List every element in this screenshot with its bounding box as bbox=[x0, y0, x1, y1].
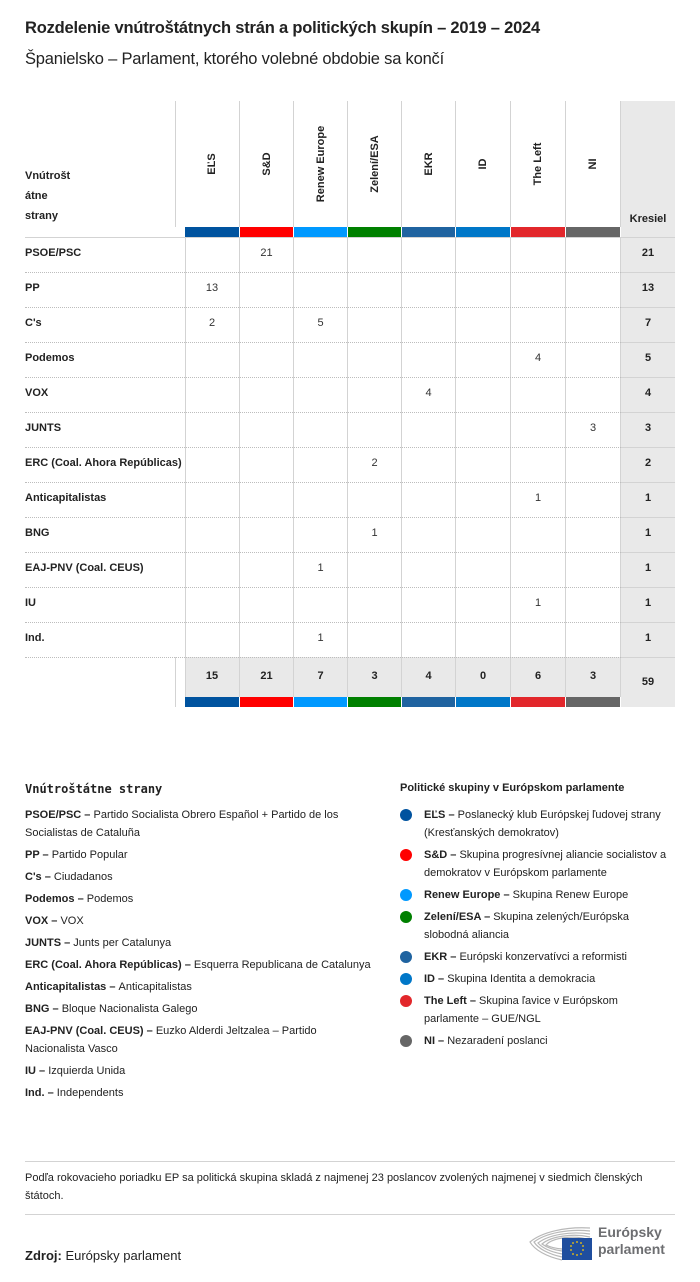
legend-abbr: Zelení/ESA bbox=[424, 911, 482, 923]
column-divider bbox=[455, 237, 456, 697]
group-color-bar bbox=[348, 227, 401, 237]
legend-abbr: VOX bbox=[25, 915, 49, 927]
group-color-bar bbox=[566, 227, 620, 237]
legend-item: Zelení/ESA – Skupina zelených/Európska slobodná aliancia bbox=[400, 908, 675, 944]
row-divider bbox=[621, 622, 675, 623]
legend-item: C's – Ciudadanos bbox=[25, 871, 113, 883]
legend-item: Renew Europe – Skupina Renew Europe bbox=[400, 886, 675, 904]
row-divider bbox=[621, 587, 675, 588]
group-color-bar bbox=[294, 227, 347, 237]
party-name: BNG bbox=[25, 527, 50, 539]
grand-total-cell: 59 bbox=[641, 676, 655, 688]
column-divider bbox=[565, 237, 566, 697]
column-divider bbox=[293, 237, 294, 697]
row-total-cell: 1 bbox=[644, 527, 652, 539]
column-total-cell: 21 bbox=[260, 670, 273, 682]
legend-abbr: S&D bbox=[424, 849, 448, 861]
row-divider bbox=[25, 412, 621, 413]
legend-item: VOX – VOX bbox=[25, 915, 84, 927]
row-divider bbox=[25, 482, 621, 483]
seat-count-cell: 3 bbox=[589, 422, 597, 434]
legend-name: Nezaradení poslanci bbox=[447, 1035, 548, 1047]
hemicycle-icon bbox=[528, 1222, 594, 1262]
source bbox=[25, 1248, 181, 1263]
legend-abbr: NI bbox=[424, 1035, 435, 1047]
legend-abbr: Podemos bbox=[25, 893, 75, 905]
chart-subtitle: Španielsko – Parlament, ktorého volebné obdobie sa končí bbox=[25, 50, 444, 68]
group-color-bar bbox=[185, 227, 239, 237]
column-total-cell: 0 bbox=[479, 670, 487, 682]
legend-item: IU – Izquierda Unida bbox=[25, 1065, 126, 1077]
legend-abbr: Renew Europe bbox=[424, 889, 501, 901]
national-parties-legend bbox=[25, 806, 375, 1106]
legend-name: VOX bbox=[60, 915, 84, 927]
legend-name: Skupina Renew Europe bbox=[512, 889, 629, 901]
column-header-label: EĽS bbox=[206, 153, 218, 175]
row-total-cell: 3 bbox=[644, 422, 652, 434]
party-name: ERC (Coal. Ahora Repúblicas) bbox=[25, 457, 182, 469]
seat-count-cell: 5 bbox=[317, 317, 324, 329]
group-color-dot-icon bbox=[400, 889, 412, 901]
source-label: Zdroj: bbox=[25, 1248, 62, 1263]
row-divider bbox=[621, 272, 675, 273]
legend-name: Skupina progresívnej aliancie socialistov a demokratov v Európskom parlamente bbox=[424, 849, 667, 879]
column-total-cell: 4 bbox=[425, 670, 432, 682]
legend-name: Esquerra Republicana de Catalunya bbox=[193, 959, 371, 971]
row-divider bbox=[25, 552, 621, 553]
group-color-bar bbox=[185, 697, 239, 707]
group-color-bar bbox=[402, 697, 455, 707]
party-name: C's bbox=[25, 317, 42, 329]
legend-item: EĽS – Poslanecký klub Európskej ľudovej strany (Kresťanských demokratov) bbox=[400, 806, 675, 842]
party-name: PP bbox=[25, 282, 40, 294]
group-color-dot-icon bbox=[400, 911, 412, 923]
group-color-bar bbox=[402, 227, 455, 237]
group-color-bar bbox=[294, 697, 347, 707]
column-header bbox=[402, 101, 455, 227]
seat-count-cell: 2 bbox=[371, 457, 378, 469]
column-total-cell: 6 bbox=[534, 670, 542, 682]
column-divider bbox=[510, 237, 511, 697]
legend-abbr: EĽS bbox=[424, 809, 446, 821]
row-divider bbox=[25, 342, 621, 343]
header-divider bbox=[25, 237, 675, 238]
legend-name: Skupina ľavice v Európskom parlamente – GUE/NGL bbox=[424, 995, 618, 1025]
logo-text-line1: Európsky bbox=[598, 1224, 662, 1240]
legend-item: PSOE/PSC – Partido Socialista Obrero Español + Partido de los Socialistas de Cataluña bbox=[25, 809, 339, 839]
row-divider bbox=[621, 657, 675, 658]
seat-count-cell: 4 bbox=[534, 352, 542, 364]
column-header bbox=[240, 101, 293, 227]
legend-item: EKR – Európski konzervatívci a reformisti bbox=[400, 948, 675, 966]
legend-item: PP – Partido Popular bbox=[25, 849, 128, 861]
row-total-cell: 1 bbox=[644, 492, 652, 504]
group-color-dot-icon bbox=[400, 973, 412, 985]
row-divider bbox=[621, 342, 675, 343]
legend-name: Junts per Catalunya bbox=[73, 937, 172, 949]
footnote: Podľa rokovacieho poriadku EP sa politická skupina skladá z najmenej 23 poslancov zvolených najmenej v siedmich členských štátoch. bbox=[25, 1172, 643, 1202]
group-color-dot-icon bbox=[400, 951, 412, 963]
legend-item: Anticapitalistas – Anticapitalistas bbox=[25, 981, 192, 993]
legend-name: Poslanecký klub Európskej ľudovej strany (Kresťanských demokratov) bbox=[424, 809, 661, 839]
group-color-bar bbox=[511, 697, 565, 707]
column-divider bbox=[175, 657, 176, 707]
legend-name: Izquierda Unida bbox=[48, 1065, 126, 1077]
legend-abbr: C's bbox=[25, 871, 42, 883]
legend-item: Ind. – Independents bbox=[25, 1087, 124, 1099]
row-total-cell: 5 bbox=[644, 352, 652, 364]
legend-abbr: BNG bbox=[25, 1003, 50, 1015]
legend-name: Skupina Identita a demokracia bbox=[447, 973, 596, 985]
seat-count-cell: 1 bbox=[371, 527, 378, 539]
column-header-label: The Left bbox=[532, 142, 544, 186]
legend-item: Podemos – Podemos bbox=[25, 893, 134, 905]
legend-name: Skupina zelených/Európska slobodná aliancia bbox=[424, 911, 630, 941]
party-name: VOX bbox=[25, 387, 49, 399]
legend-item: JUNTS – Junts per Catalunya bbox=[25, 937, 172, 949]
row-header-line: átne bbox=[25, 190, 48, 202]
group-color-dot-icon bbox=[400, 995, 412, 1007]
column-divider bbox=[401, 237, 402, 697]
political-groups-legend-title: Politické skupiny v Európskom parlamente bbox=[400, 782, 625, 794]
column-total-cell: 7 bbox=[317, 670, 324, 682]
row-divider bbox=[25, 622, 621, 623]
group-color-bar bbox=[456, 697, 510, 707]
row-total-cell: 13 bbox=[641, 282, 655, 294]
party-name: PSOE/PSC bbox=[25, 247, 82, 259]
row-divider bbox=[25, 587, 621, 588]
group-color-bar bbox=[456, 227, 510, 237]
legend-item: The Left – Skupina ľavice v Európskom parlamente – GUE/NGL bbox=[400, 992, 675, 1028]
column-divider bbox=[239, 237, 240, 697]
legend-name: Independents bbox=[56, 1087, 124, 1099]
divider bbox=[25, 1161, 675, 1162]
row-divider bbox=[25, 447, 621, 448]
source-value: Európsky parlament bbox=[65, 1248, 182, 1263]
legend-name: Európski konzervatívci a reformisti bbox=[459, 951, 627, 963]
column-header-label: NI bbox=[587, 158, 599, 170]
legend-name: Euzko Alderdi Jeltzalea – Partido Nacionalista Vasco bbox=[25, 1025, 317, 1055]
logo-text-line2: parlament bbox=[598, 1241, 665, 1257]
column-header bbox=[294, 101, 347, 227]
legend-item: S&D – Skupina progresívnej aliancie socialistov a demokratov v Európskom parlamente bbox=[400, 846, 675, 882]
column-total-cell: 3 bbox=[371, 670, 378, 682]
row-total-cell: 4 bbox=[644, 387, 652, 399]
row-header bbox=[25, 166, 85, 226]
seat-count-cell: 1 bbox=[317, 632, 324, 644]
political-groups-legend bbox=[400, 806, 675, 1054]
group-color-bar bbox=[240, 697, 293, 707]
column-total-cell: 15 bbox=[205, 670, 219, 682]
row-divider bbox=[621, 377, 675, 378]
legend-name: Podemos bbox=[86, 893, 134, 905]
column-header-label: S&D bbox=[260, 152, 273, 176]
row-divider bbox=[621, 552, 675, 553]
legend-abbr: The Left bbox=[424, 995, 467, 1007]
legend-item: ERC (Coal. Ahora Repúblicas) – Esquerra Republicana de Catalunya bbox=[25, 959, 371, 971]
row-divider bbox=[621, 412, 675, 413]
total-column-bg bbox=[621, 101, 675, 707]
party-name: JUNTS bbox=[25, 422, 62, 434]
row-total-cell: 1 bbox=[644, 632, 652, 644]
legend-item: ID – Skupina Identita a demokracia bbox=[400, 970, 675, 988]
seat-count-cell: 1 bbox=[534, 597, 542, 609]
row-total-cell: 2 bbox=[644, 457, 652, 469]
group-color-dot-icon bbox=[400, 849, 412, 861]
group-color-bar bbox=[240, 227, 293, 237]
column-header-label: Zelení/ESA bbox=[368, 135, 381, 193]
legend-abbr: ID bbox=[424, 973, 435, 985]
legend-abbr: Ind. bbox=[25, 1087, 45, 1099]
seat-count-cell: 21 bbox=[260, 247, 273, 259]
legend-name: Partido Socialista Obrero Español + Partido de los Socialistas de Cataluña bbox=[25, 809, 339, 839]
legend-item: NI – Nezaradení poslanci bbox=[400, 1032, 675, 1050]
seat-count-cell: 13 bbox=[205, 282, 219, 294]
group-color-dot-icon bbox=[400, 809, 412, 821]
group-color-bar bbox=[566, 697, 620, 707]
legend-name: Bloque Nacionalista Galego bbox=[61, 1003, 198, 1015]
column-header bbox=[185, 101, 239, 227]
seat-count-cell: 1 bbox=[534, 492, 542, 504]
european-parliament-logo bbox=[528, 1222, 678, 1264]
column-total-cell: 3 bbox=[589, 670, 597, 682]
seat-count-cell: 1 bbox=[317, 562, 324, 574]
column-header bbox=[348, 101, 401, 227]
column-divider bbox=[620, 101, 621, 227]
legend-abbr: IU bbox=[25, 1065, 36, 1077]
legend-item: EAJ-PNV (Coal. CEUS) – Euzko Alderdi Jeltzalea – Partido Nacionalista Vasco bbox=[25, 1025, 317, 1055]
group-color-dot-icon bbox=[400, 1035, 412, 1047]
party-name: Ind. bbox=[25, 632, 45, 644]
column-header-label: Renew Europe bbox=[314, 125, 327, 203]
row-divider bbox=[621, 482, 675, 483]
party-name: Anticapitalistas bbox=[25, 492, 107, 504]
party-name: EAJ-PNV (Coal. CEUS) bbox=[25, 562, 144, 574]
seat-count-cell: 2 bbox=[208, 317, 216, 329]
legend-abbr: EAJ-PNV (Coal. CEUS) bbox=[25, 1025, 144, 1037]
row-divider bbox=[621, 447, 675, 448]
row-divider bbox=[25, 307, 621, 308]
total-seats-header: Kresiel bbox=[629, 213, 667, 225]
row-total-cell: 7 bbox=[644, 317, 652, 329]
legend-name: Anticapitalistas bbox=[118, 981, 192, 993]
legend-item: BNG – Bloque Nacionalista Galego bbox=[25, 1003, 198, 1015]
chart-title: Rozdelenie vnútroštátnych strán a politických skupín – 2019 – 2024 bbox=[25, 19, 540, 37]
legend-abbr: PP bbox=[25, 849, 40, 861]
column-header-label: EKR bbox=[422, 152, 435, 176]
seat-count-cell: 4 bbox=[425, 387, 432, 399]
legend-name: Ciudadanos bbox=[53, 871, 113, 883]
row-header-line: strany bbox=[25, 210, 59, 222]
group-color-bar bbox=[511, 227, 565, 237]
legend-abbr: EKR bbox=[424, 951, 448, 963]
party-name: Podemos bbox=[25, 352, 75, 364]
row-total-cell: 21 bbox=[641, 247, 655, 259]
row-divider bbox=[25, 517, 621, 518]
column-header bbox=[511, 101, 565, 227]
row-divider bbox=[25, 377, 621, 378]
divider bbox=[25, 1214, 675, 1215]
group-color-bar bbox=[348, 697, 401, 707]
row-total-cell: 1 bbox=[644, 562, 652, 574]
row-header-line: Vnútrošt bbox=[25, 170, 71, 182]
party-name: IU bbox=[25, 597, 36, 609]
row-divider bbox=[25, 272, 621, 273]
legend-abbr: Anticapitalistas bbox=[25, 981, 107, 993]
column-header bbox=[566, 101, 620, 227]
national-parties-legend-title: Vnútroštátne strany bbox=[25, 782, 163, 796]
legend-abbr: ERC (Coal. Ahora Repúblicas) bbox=[25, 959, 182, 971]
row-divider bbox=[621, 517, 675, 518]
column-divider bbox=[175, 101, 176, 227]
column-header-label: ID bbox=[477, 158, 489, 170]
legend-abbr: PSOE/PSC bbox=[25, 809, 82, 821]
column-header bbox=[456, 101, 510, 227]
row-total-cell: 1 bbox=[644, 597, 652, 609]
row-divider bbox=[621, 307, 675, 308]
legend-name: Partido Popular bbox=[51, 849, 128, 861]
column-divider bbox=[185, 237, 186, 697]
row-divider bbox=[25, 657, 621, 658]
legend-abbr: JUNTS bbox=[25, 937, 62, 949]
